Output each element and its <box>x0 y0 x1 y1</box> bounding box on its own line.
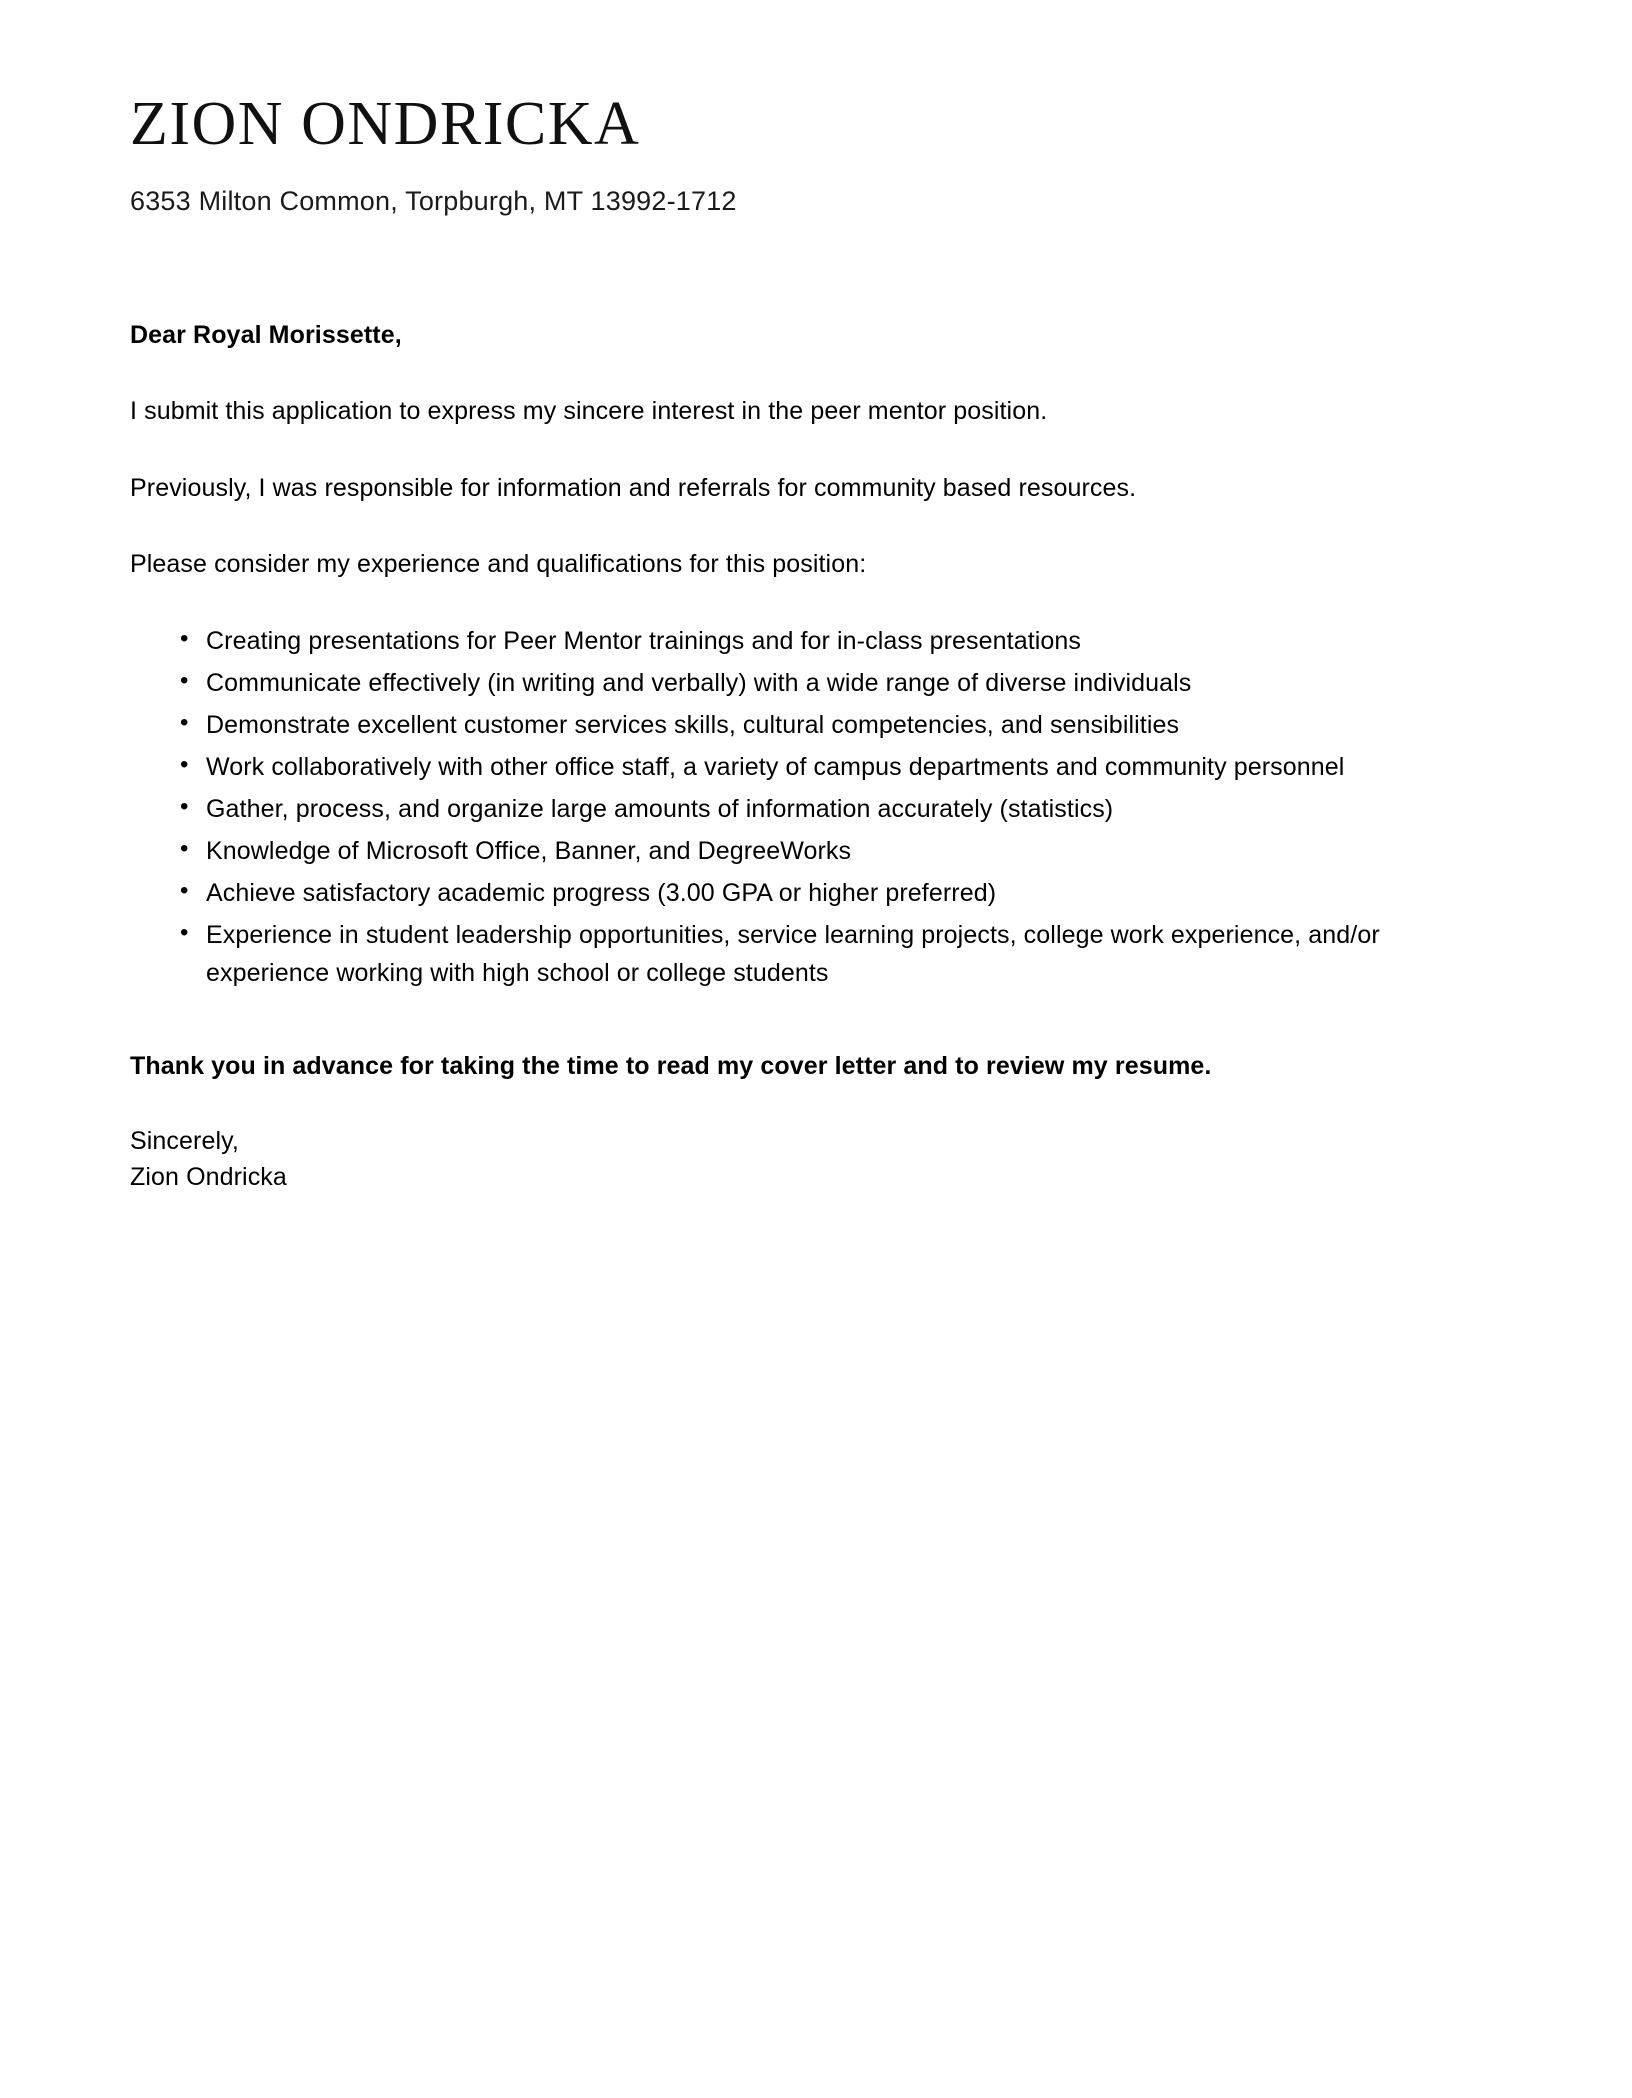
signoff-closing: Sincerely, <box>130 1127 239 1156</box>
page-title: ZION ONDRICKA <box>130 90 641 158</box>
experience-paragraph: Previously, I was responsible for information and referrals for community based resources. <box>130 473 1137 502</box>
list-item: • Creating presentations for Peer Mentor trainings and for in-class presentations <box>180 622 1450 660</box>
signoff-name: Zion Ondricka <box>130 1162 287 1191</box>
list-item: • Work collaboratively with other office staff, a variety of campus departments and community personnel <box>180 748 1450 786</box>
list-item: • Demonstrate excellent customer services skills, cultural competencies, and sensibilities <box>180 706 1450 744</box>
intro-paragraph: I submit this application to express my sincere interest in the peer mentor position. <box>130 397 1048 426</box>
qualifications-intro-paragraph: Please consider my experience and qualifications for this position: <box>130 549 867 578</box>
signature-block <box>130 1124 1450 1195</box>
closing-thanks-paragraph: Thank you in advance for taking the time to read my cover letter and to review my resume. <box>130 1052 1212 1081</box>
list-item: • Knowledge of Microsoft Office, Banner, and DegreeWorks <box>180 832 1450 870</box>
letter-body <box>130 317 1450 1195</box>
list-item: • Experience in student leadership opportunities, service learning projects, college work experience, and/or experience working with high school or college students <box>180 916 1450 992</box>
list-item: • Achieve satisfactory academic progress (3.00 GPA or higher preferred) <box>180 874 1450 912</box>
salutation: Dear Royal Morissette, <box>130 321 402 350</box>
list-item: • Communicate effectively (in writing and verbally) with a wide range of diverse individuals <box>180 664 1450 702</box>
letter-container <box>130 72 1450 1195</box>
list-item: • Gather, process, and organize large amounts of information accurately (statistics) <box>180 790 1450 828</box>
qualifications-list <box>130 622 1450 992</box>
address-line: 6353 Milton Common, Torpburgh, MT 13992-1712 <box>130 186 737 217</box>
